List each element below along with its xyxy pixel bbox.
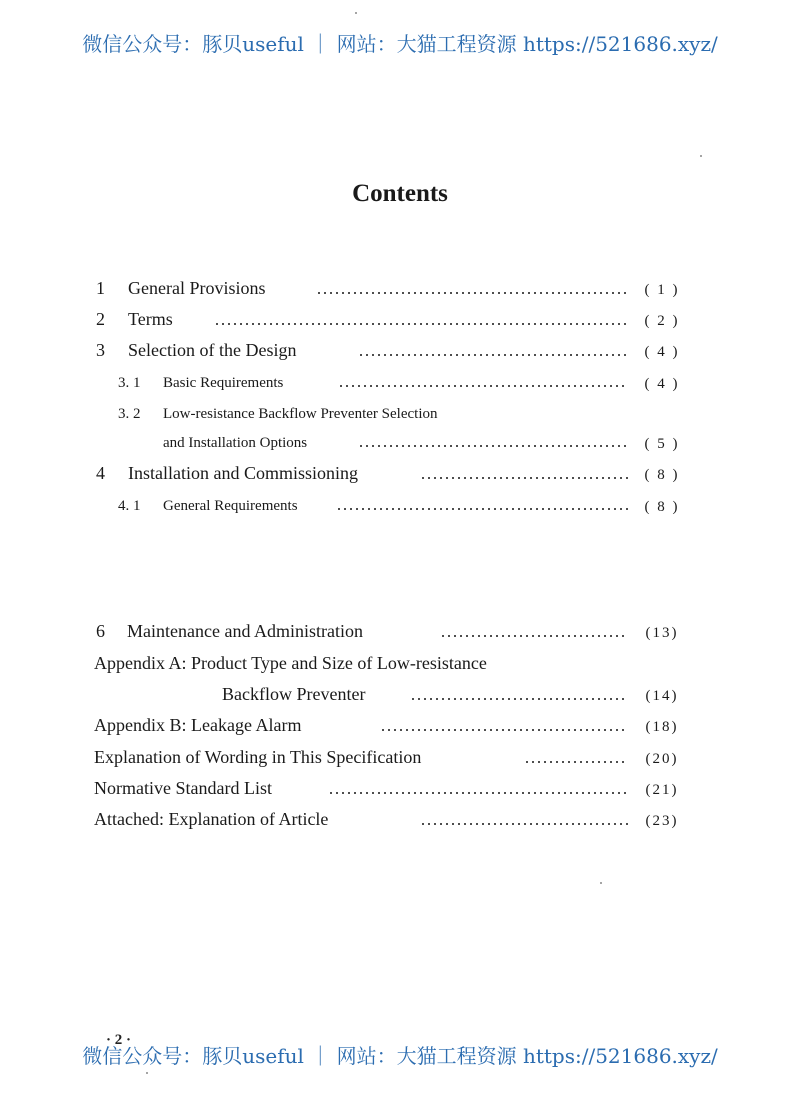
toc-entry-selection-of-design[interactable]: [0, 340, 800, 368]
toc-entry-page: (20): [645, 751, 679, 767]
toc-entry-general-requirements[interactable]: [0, 498, 800, 526]
toc-entry-label-continued: and Installation Options: [163, 435, 308, 451]
page-folio: · 2 ·: [106, 1032, 132, 1048]
toc-entry-number: 4: [96, 463, 105, 483]
toc-entry-page: ( 2 ): [644, 313, 680, 329]
toc-entry-general-provisions[interactable]: [0, 278, 800, 306]
toc-entry-maintenance-administration[interactable]: [0, 621, 800, 649]
toc-entry-page: ( 5 ): [644, 436, 680, 452]
toc-entry-page: (13): [645, 625, 679, 641]
toc-entry-label: General Requirements: [163, 498, 298, 514]
toc-entry-appendix-b[interactable]: [0, 715, 800, 743]
scan-speck: [600, 882, 602, 884]
toc-entry-page: ( 4 ): [644, 376, 680, 392]
toc-entry-label: Appendix A: Product Type and Size of Low-resistance: [94, 653, 487, 673]
toc-entry-label: Explanation of Wording in This Specification: [94, 747, 422, 767]
toc-entry-label: Selection of the Design: [128, 340, 297, 360]
dot-leader: [358, 354, 628, 356]
toc-entry-normative-standard-list[interactable]: [0, 778, 800, 806]
dot-leader: [358, 445, 628, 447]
toc-entry-backflow-preventer-selection-cont[interactable]: [0, 435, 800, 463]
scan-speck: [700, 155, 702, 157]
toc-entry-page: ( 4 ): [644, 344, 680, 360]
dot-leader: [338, 385, 628, 387]
toc-entry-number: 3. 2: [118, 406, 141, 422]
toc-entry-basic-requirements[interactable]: [0, 375, 800, 403]
toc-entry-label: General Provisions: [128, 278, 266, 298]
dot-leader: [328, 792, 628, 794]
toc-entry-explanation-of-article[interactable]: [0, 809, 800, 837]
toc-entry-terms[interactable]: [0, 309, 800, 337]
toc-entry-label: Appendix B: Leakage Alarm: [94, 715, 302, 735]
toc-entry-label: Terms: [128, 309, 173, 329]
toc-entry-number: 1: [96, 278, 105, 298]
toc-entry-page: ( 1 ): [644, 282, 680, 298]
watermark-top: 微信公众号：豚贝useful ｜ 网站：大猫工程资源 https://521686.xyz/: [82, 32, 718, 56]
toc-entry-page: (14): [645, 688, 679, 704]
toc-entry-label: Basic Requirements: [163, 375, 284, 391]
dot-leader: [440, 635, 628, 637]
dot-leader: [420, 477, 628, 479]
scan-speck: [146, 1072, 148, 1074]
contents-title: Contents: [352, 180, 448, 207]
dot-leader: [214, 323, 628, 325]
toc-entry-appendix-a-cont[interactable]: [0, 684, 800, 712]
scan-speck: [355, 12, 357, 14]
toc-entry-label: Attached: Explanation of Article: [94, 809, 329, 829]
toc-entry-explanation-of-wording[interactable]: [0, 747, 800, 775]
toc-entry-label: Low-resistance Backflow Preventer Selection: [163, 406, 438, 422]
watermark-bottom: 微信公众号：豚贝useful ｜ 网站：大猫工程资源 https://521686.xyz/: [82, 1044, 718, 1068]
dot-leader: [316, 292, 628, 294]
toc-entry-installation-commissioning[interactable]: [0, 463, 800, 491]
toc-entry-page: ( 8 ): [644, 499, 680, 515]
toc-entry-label: Installation and Commissioning: [128, 463, 358, 483]
toc-entry-page: (21): [645, 782, 679, 798]
toc-entry-number: 2: [96, 309, 105, 329]
toc-entry-number: 3. 1: [118, 375, 141, 391]
toc-entry-backflow-preventer-selection[interactable]: [0, 406, 800, 434]
toc-entry-number: 3: [96, 340, 105, 360]
toc-entry-label-continued: Backflow Preventer: [222, 684, 366, 704]
toc-entry-number: 6: [96, 621, 105, 641]
dot-leader: [524, 761, 628, 763]
toc-entry-page: ( 8 ): [644, 467, 680, 483]
toc-entry-number: 4. 1: [118, 498, 141, 514]
toc-entry-page: (18): [645, 719, 679, 735]
toc-entry-label: Maintenance and Administration: [127, 621, 363, 641]
toc-entry-page: (23): [645, 813, 679, 829]
dot-leader: [420, 823, 628, 825]
dot-leader: [380, 729, 628, 731]
dot-leader: [336, 508, 628, 510]
toc-entry-appendix-a[interactable]: [0, 653, 800, 681]
toc-entry-label: Normative Standard List: [94, 778, 272, 798]
dot-leader: [410, 698, 628, 700]
